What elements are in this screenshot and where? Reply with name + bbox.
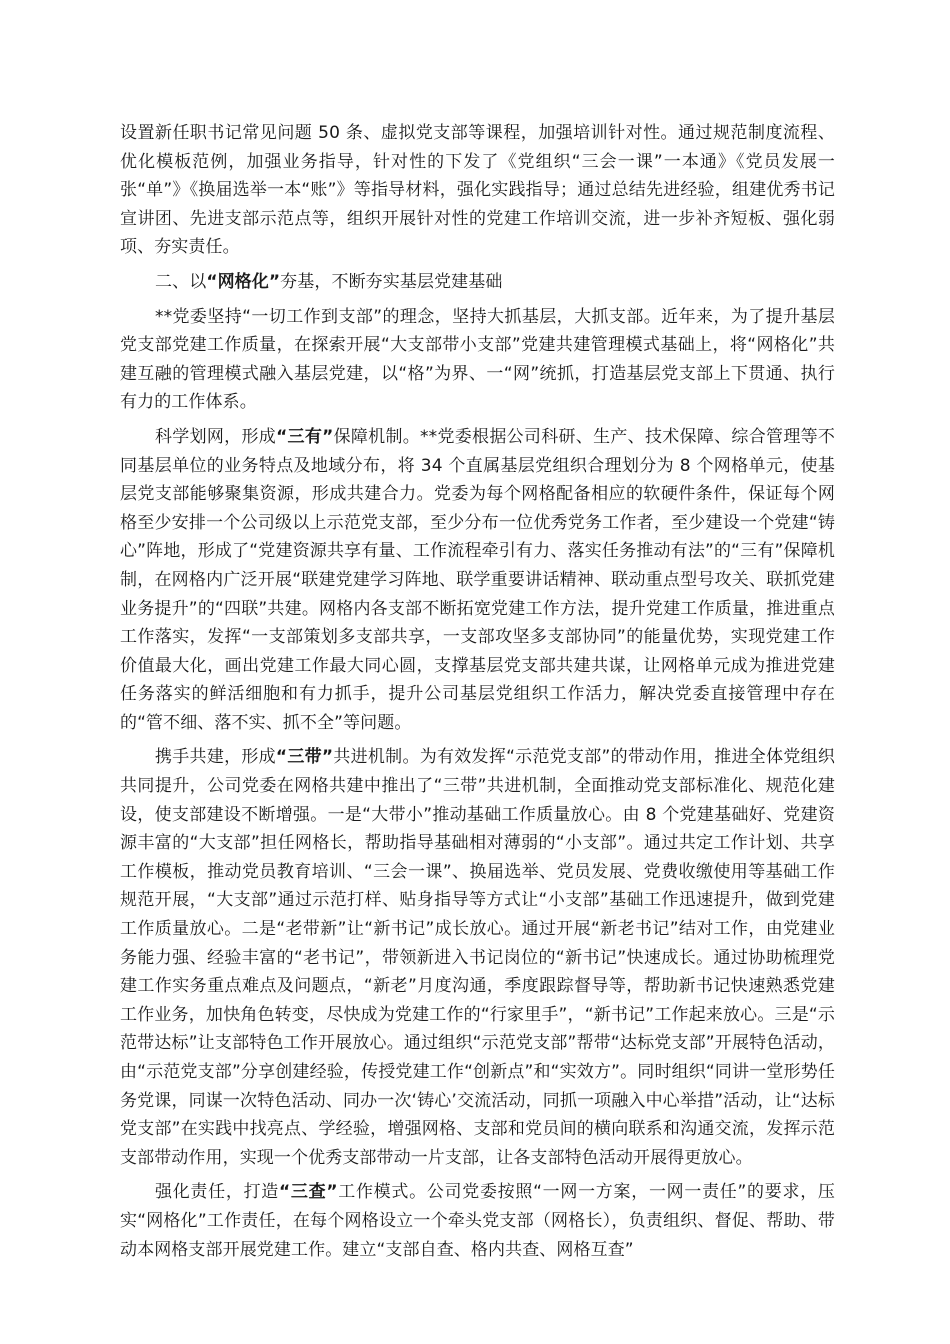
paragraph-three-check — [120, 1178, 835, 1264]
paragraph-training: 设置新任职书记常见问题 50 条、虚拟党支部等课程，加强培训针对性。通过规范制度流程、优化模板范例，加强业务指导，针对性的下发了《党组织“三会一课”一本通》《党员发展一张“单”》《换届选举一本“账”》等指导材料，强化实践指导；通过总结先进经验，组建优秀书记宣讲团、先进支部示范点等，组织开展针对性的党建工作培训交流，进一步补齐短板、强化弱项、夯实责任。 — [120, 123, 835, 258]
paragraph-body: 共进机制。为有效发挥“示范党支部”的带动作用，推进全体党组织共同提升，公司党委在网格共建中推出了“三带”共进机制，全面推动党支部标准化、规范化建设，使支部建设不断增强。一是“大带小”推动基础工作质量放心。由 8 个党建基础好、党建资源丰富的“大支部”担任网格长，帮助指导基础相对薄弱的“小支部”。通过共定工作计划、共享工作模板，推动党员教育培训、“三会一课”、换届选举、党员发展、党费收缴使用等基础工作规范开展，“大支部”通过示范打样、贴身指导等方式让“小支部”基础工作迅速提升，做到党建工作质量放心。二是“老带新”让“新书记”成长放心。通过开展“新老书记”结对工作，由党建业务能力强、经验丰富的“老书记”，带领新进入书记岗位的“新书记”快速成长。通过协助梳理党建工作实务重点难点及问题点，“新老”月度沟通，季度跟踪督导等，帮助新书记快速熟悉党建工作业务，加快角色转变，尽快成为党建工作的“行家里手”，“新书记”工作起来放心。三是“示范带达标”让支部特色工作开展放心。通过组织“示范党支部”帮带“达标党支部”开展特色活动，由“示范党支部”分享创建经验，传授党建工作“创新点”和“实效方”。同时组织“同讲一堂形势任务党课，同谋一次特色活动、同办一次‘铸心’交流活动，同抓一项融入中心举措”活动，让“达标党支部”在实践中找亮点、学经验，增强网格、支部和党员间的横向联系和沟通交流，发挥示范支部带动作用，实现一个优秀支部带动一片支部，让各支部特色活动开展得更放心。 — [120, 747, 835, 1168]
paragraph-body: 工作模式。公司党委按照“一网一方案，一网一责任”的要求，压实“网格化”工作责任，在每个网格设立一个牵头党支部（网格长），负责组织、督促、帮助、带动本网格支部开展党建工作。建立“支部自查、格内共查、网格互查” — [120, 1182, 836, 1260]
document-page — [120, 119, 835, 1264]
section-heading-2 — [120, 268, 835, 297]
paragraph-three-lead — [120, 743, 835, 1172]
heading-prefix: 二、以 — [155, 271, 207, 292]
heading-suffix: 夯基，不断夯实基层党建基础 — [280, 271, 503, 292]
paragraph-lead: 科学划网，形成 — [155, 426, 277, 447]
paragraph-lead: 强化责任，打造 — [155, 1182, 280, 1203]
paragraph-emphasis: “三有” — [276, 426, 334, 447]
paragraph-emphasis: “三查” — [279, 1182, 338, 1203]
paragraph-three-have — [120, 423, 835, 738]
paragraph-body: 保障机制。**党委根据公司科研、生产、技术保障、综合管理等不同基层单位的业务特点及地域分布，将 34 个直属基层党组织合理划分为 8 个网格单元，使基层党支部能够聚集资源，形成共建合力。党委为每个网格配备相应的软硬件条件，保证每个网格至少安排一个公司级以上示范党支部，至少分布一位优秀党务工作者，至少建设一个党建“铸心”阵地，形成了“党建资源共享有量、工作流程牵引有力、落实任务推动有法”的“三有”保障机制，在网格内广泛开展“联建党建学习阵地、联学重要讲话精神、联动重点型号攻关、联抓党建业务提升”的“四联”共建。网格内各支部不断拓宽党建工作方法，提升党建工作质量，推进重点工作落实，发挥“一支部策划多支部共享，一支部攻坚多支部协同”的能量优势，实现党建工作价值最大化，画出党建工作最大同心圆，支撑基层党支部共建共谋，让网格单元成为推进党建任务落实的鲜活细胞和有力抓手，提升公司基层党组织工作活力，解决党委直接管理中存在的“管不细、落不实、抓不全”等问题。 — [120, 426, 836, 733]
paragraph-grid-intro: **党委坚持“一切工作到支部”的理念，坚持大抓基层，大抓支部。近年来，为了提升基层党支部党建工作质量，在探索开展“大支部带小支部”党建共建管理模式基础上，将“网格化”共建互融的管理模式融入基层党建，以“格”为界、一“网”统抓，打造基层党支部上下贯通、执行有力的工作体系。 — [120, 306, 835, 413]
paragraph-lead: 携手共建，形成 — [155, 747, 276, 768]
paragraph-emphasis: “三带” — [275, 747, 334, 768]
heading-emphasis: “网格化” — [206, 271, 281, 292]
